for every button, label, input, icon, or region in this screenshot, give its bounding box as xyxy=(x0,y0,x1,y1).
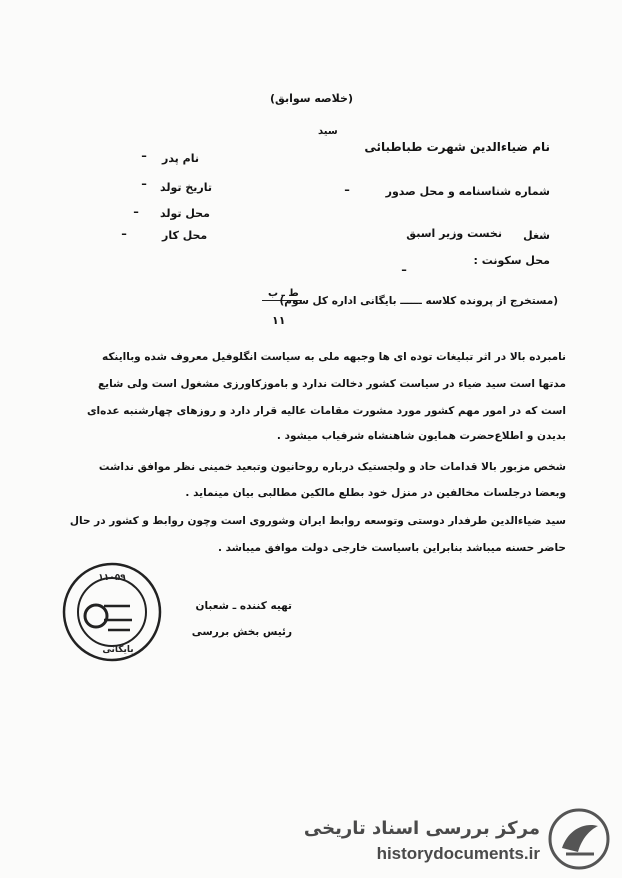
body-line-5: شخص مزبور بالا قدامات حاد و ولجستیک درباره روحانیون وتبعید خمینی نظر موافق نداشت xyxy=(98,461,566,473)
stamp-outer-text: ۱۱۰۵۹ xyxy=(98,573,126,583)
file-class-numerator: ط ـ ب xyxy=(268,288,299,299)
birth-date-label: تاریخ تولد xyxy=(160,181,212,194)
work-place-label: محل کار xyxy=(162,229,208,242)
occupation-label: شغل xyxy=(523,229,550,242)
body-line-6: وبعضا درجلسات مخالفین در منزل خود بطلع مالکین مطالبی بیان مینماید . xyxy=(185,487,566,499)
reference-line: (مستخرج از پرونده کلاسه ــــــ بایگانی اداره کل سوم) xyxy=(279,295,558,307)
birth-place-dash: ـ xyxy=(134,202,139,216)
id-number-dash: ـ xyxy=(345,180,350,194)
work-place-dash: ـ xyxy=(122,224,127,238)
file-class-denominator: ۱۱ xyxy=(272,314,286,327)
stamp-inner-ring xyxy=(78,578,146,646)
father-name-label: نام پدر xyxy=(162,152,199,165)
footer-logo-leaf xyxy=(562,825,598,852)
stamp-inner-text: بایگانی xyxy=(102,645,134,655)
name-line: نام ضیاءالدین شهرت طباطبائی xyxy=(364,140,550,154)
document-title: (خلاصه سوابق) xyxy=(270,92,353,105)
birth-place-label: محل تولد xyxy=(160,207,210,220)
birth-date-dash: ـ xyxy=(142,174,147,188)
footer-org-name: مرکز بررسی اسناد تاریخی xyxy=(303,818,540,839)
footer-logo-icon xyxy=(548,808,610,870)
prepared-by-line: تهیه کننده ـ شعبان xyxy=(195,600,292,612)
stamp-emblem xyxy=(85,605,107,627)
body-line-8: حاضر حسنه میباشد بنابراین باسیاست خارجی دولت موافق میباشد . xyxy=(217,542,566,554)
body-line-4: بدیدن و اطلاع‌حضرت همایون شاهنشاه شرفیاب میشود . xyxy=(276,430,566,442)
archive-stamp xyxy=(60,560,164,664)
department-head-line: رئیس بخش بررسی xyxy=(191,626,292,638)
id-number-label: شماره شناسنامه و محل صدور xyxy=(385,185,550,198)
residence-dash: ـ xyxy=(402,260,407,274)
body-line-7: سید ضیاءالدین طرفدار دوستی وتوسعه روابط ایران وشوروی است وچون روابط و کشور در حال xyxy=(69,515,566,527)
footer-url: historydocuments.ir xyxy=(376,844,540,863)
body-line-1: نامبرده بالا در اثر تبلیغات توده ای ها وجبهه ملی به سیاست انگلوفیل معروف شده وبااینکه xyxy=(101,351,566,363)
father-name-dash: ـ xyxy=(142,146,147,160)
occupation-value: نخست وزیر اسبق xyxy=(406,227,502,240)
residence-label: محل سکونت : xyxy=(473,254,550,267)
body-line-3: است که در امور مهم کشور مورد مشورت مقامات عالیه قرار دارد و روزهای چهارشنبه عده‌ای xyxy=(86,405,566,417)
body-line-2: مدتها است سید ضیاء در سیاست کشور دخالت ندارد و باموزکاورزی مشغول است ولی شایع xyxy=(97,378,566,390)
sayyed-label: سید xyxy=(318,126,338,137)
